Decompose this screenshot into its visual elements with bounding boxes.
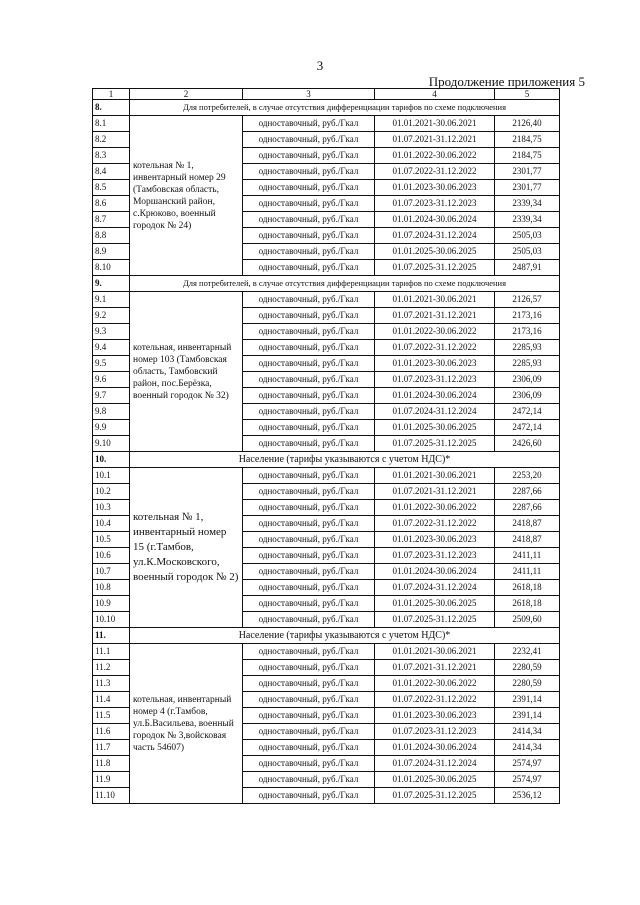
tariff-type: одноставочный, руб./Гкал: [243, 516, 375, 532]
tariff-value: 2306,09: [495, 388, 560, 404]
tariff-period: 01.01.2021-30.06.2021: [375, 292, 495, 308]
tariff-period: 01.01.2023-30.06.2023: [375, 708, 495, 724]
section-number: 11.: [93, 628, 130, 644]
row-number: 11.6: [93, 724, 130, 740]
tariff-type: одноставочный, руб./Гкал: [243, 180, 375, 196]
tariff-type: одноставочный, руб./Гкал: [243, 164, 375, 180]
tariff-value: 2391,14: [495, 692, 560, 708]
section-number: 8.: [93, 100, 130, 116]
tariff-type: одноставочный, руб./Гкал: [243, 404, 375, 420]
tariff-period: 01.01.2022-30.06.2022: [375, 676, 495, 692]
row-number: 11.9: [93, 772, 130, 788]
row-number: 11.10: [93, 788, 130, 804]
row-number: 11.3: [93, 676, 130, 692]
tariff-value: 2472,14: [495, 404, 560, 420]
tariff-period: 01.07.2021-31.12.2021: [375, 308, 495, 324]
tariff-period: 01.01.2025-30.06.2025: [375, 420, 495, 436]
row-number: 11.8: [93, 756, 130, 772]
tariff-value: 2536,12: [495, 788, 560, 804]
tariff-value: 2391,14: [495, 708, 560, 724]
row-number: 8.10: [93, 260, 130, 276]
row-number: 8.1: [93, 116, 130, 132]
tariff-value: 2285,93: [495, 340, 560, 356]
tariff-type: одноставочный, руб./Гкал: [243, 580, 375, 596]
section-title: Население (тарифы указываются с учетом НДС)*: [130, 628, 560, 644]
boiler-house-description: котельная № 1, инвентарный номер 29 (Тамбовская область, Моршанский район, с.Крюково, военный городок № 24): [130, 116, 243, 276]
tariff-period: 01.07.2022-31.12.2022: [375, 164, 495, 180]
tariff-period: 01.07.2024-31.12.2024: [375, 228, 495, 244]
header-col-4: 4: [375, 89, 495, 100]
tariff-type: одноставочный, руб./Гкал: [243, 660, 375, 676]
tariff-type: одноставочный, руб./Гкал: [243, 548, 375, 564]
row-number: 8.2: [93, 132, 130, 148]
tariff-type: одноставочный, руб./Гкал: [243, 372, 375, 388]
tariff-type: одноставочный, руб./Гкал: [243, 212, 375, 228]
row-number: 9.1: [93, 292, 130, 308]
tariff-value: 2173,16: [495, 324, 560, 340]
tariff-value: 2280,59: [495, 676, 560, 692]
tariff-type: одноставочный, руб./Гкал: [243, 148, 375, 164]
section-title: Население (тарифы указываются с учетом НДС)*: [130, 452, 560, 468]
tariff-period: 01.01.2023-30.06.2023: [375, 356, 495, 372]
tariff-period: 01.01.2025-30.06.2025: [375, 596, 495, 612]
tariff-period: 01.01.2022-30.06.2022: [375, 148, 495, 164]
boiler-house-description: котельная, инвентарный номер 103 (Тамбовская область, Тамбовский район, пос.Берёзка, военный городок № 32): [130, 292, 243, 452]
tariff-type: одноставочный, руб./Гкал: [243, 340, 375, 356]
tariff-value: 2472,14: [495, 420, 560, 436]
tariff-table: [92, 88, 560, 804]
table-row: [93, 116, 560, 132]
tariff-period: 01.01.2025-30.06.2025: [375, 244, 495, 260]
tariff-type: одноставочный, руб./Гкал: [243, 708, 375, 724]
tariff-type: одноставочный, руб./Гкал: [243, 324, 375, 340]
tariff-period: 01.07.2023-31.12.2023: [375, 724, 495, 740]
tariff-type: одноставочный, руб./Гкал: [243, 644, 375, 660]
row-number: 8.4: [93, 164, 130, 180]
tariff-period: 01.01.2022-30.06.2022: [375, 324, 495, 340]
tariff-value: 2285,93: [495, 356, 560, 372]
tariff-value: 2414,34: [495, 724, 560, 740]
row-number: 11.4: [93, 692, 130, 708]
tariff-period: 01.07.2022-31.12.2022: [375, 340, 495, 356]
tariff-value: 2505,03: [495, 228, 560, 244]
tariff-period: 01.07.2021-31.12.2021: [375, 484, 495, 500]
tariff-value: 2487,91: [495, 260, 560, 276]
section-header-row: [93, 452, 560, 468]
tariff-value: 2173,16: [495, 308, 560, 324]
tariff-period: 01.01.2024-30.06.2024: [375, 212, 495, 228]
tariff-type: одноставочный, руб./Гкал: [243, 564, 375, 580]
tariff-value: 2505,03: [495, 244, 560, 260]
section-title: Для потребителей, в случае отсутствия дифференциации тарифов по схеме подключения: [130, 100, 560, 116]
tariff-period: 01.07.2024-31.12.2024: [375, 404, 495, 420]
tariff-value: 2126,40: [495, 116, 560, 132]
row-number: 9.5: [93, 356, 130, 372]
row-number: 11.5: [93, 708, 130, 724]
continuation-label: Продолжение приложения 5: [428, 74, 585, 89]
row-number: 8.9: [93, 244, 130, 260]
tariff-period: 01.01.2024-30.06.2024: [375, 740, 495, 756]
tariff-type: одноставочный, руб./Гкал: [243, 756, 375, 772]
tariff-type: одноставочный, руб./Гкал: [243, 244, 375, 260]
row-number: 10.2: [93, 484, 130, 500]
row-number: 9.3: [93, 324, 130, 340]
row-number: 10.7: [93, 564, 130, 580]
tariff-type: одноставочный, руб./Гкал: [243, 436, 375, 452]
header-col-3: 3: [243, 89, 375, 100]
tariff-value: 2411,11: [495, 548, 560, 564]
row-number: 10.6: [93, 548, 130, 564]
section-header-row: [93, 628, 560, 644]
tariff-value: 2418,87: [495, 532, 560, 548]
header-row: [93, 89, 560, 100]
tariff-table-body: [93, 100, 560, 804]
tariff-type: одноставочный, руб./Гкал: [243, 612, 375, 628]
tariff-value: 2411,11: [495, 564, 560, 580]
header-col-1: 1: [93, 89, 130, 100]
tariff-value: 2232,41: [495, 644, 560, 660]
tariff-type: одноставочный, руб./Гкал: [243, 420, 375, 436]
tariff-value: 2618,18: [495, 596, 560, 612]
tariff-type: одноставочный, руб./Гкал: [243, 484, 375, 500]
tariff-type: одноставочный, руб./Гкал: [243, 116, 375, 132]
row-number: 9.7: [93, 388, 130, 404]
header-col-5: 5: [495, 89, 560, 100]
row-number: 9.6: [93, 372, 130, 388]
tariff-value: 2339,34: [495, 196, 560, 212]
tariff-value: 2509,60: [495, 612, 560, 628]
row-number: 11.1: [93, 644, 130, 660]
tariff-period: 01.07.2024-31.12.2024: [375, 756, 495, 772]
table-row: [93, 292, 560, 308]
tariff-value: 2306,09: [495, 372, 560, 388]
tariff-period: 01.01.2025-30.06.2025: [375, 772, 495, 788]
table-row: [93, 468, 560, 484]
row-number: 10.10: [93, 612, 130, 628]
row-number: 11.7: [93, 740, 130, 756]
row-number: 11.2: [93, 660, 130, 676]
tariff-type: одноставочный, руб./Гкал: [243, 532, 375, 548]
tariff-period: 01.01.2021-30.06.2021: [375, 644, 495, 660]
tariff-period: 01.01.2021-30.06.2021: [375, 468, 495, 484]
row-number: 8.5: [93, 180, 130, 196]
tariff-period: 01.07.2024-31.12.2024: [375, 580, 495, 596]
row-number: 9.9: [93, 420, 130, 436]
boiler-house-description: котельная, инвентарный номер 4 (г.Тамбов, ул.Б.Васильева, военный городок № 3,войсковая часть 54607): [130, 644, 243, 804]
tariff-type: одноставочный, руб./Гкал: [243, 740, 375, 756]
tariff-type: одноставочный, руб./Гкал: [243, 500, 375, 516]
table-row: [93, 644, 560, 660]
tariff-period: 01.07.2022-31.12.2022: [375, 692, 495, 708]
tariff-value: 2418,87: [495, 516, 560, 532]
tariff-value: 2184,75: [495, 148, 560, 164]
tariff-type: одноставочный, руб./Гкал: [243, 692, 375, 708]
tariff-type: одноставочный, руб./Гкал: [243, 676, 375, 692]
tariff-period: 01.07.2025-31.12.2025: [375, 788, 495, 804]
tariff-period: 01.07.2023-31.12.2023: [375, 196, 495, 212]
tariff-period: 01.07.2022-31.12.2022: [375, 516, 495, 532]
tariff-type: одноставочный, руб./Гкал: [243, 468, 375, 484]
tariff-type: одноставочный, руб./Гкал: [243, 132, 375, 148]
tariff-value: 2574,97: [495, 772, 560, 788]
row-number: 9.2: [93, 308, 130, 324]
tariff-type: одноставочный, руб./Гкал: [243, 772, 375, 788]
header-col-2: 2: [130, 89, 243, 100]
tariff-type: одноставочный, руб./Гкал: [243, 788, 375, 804]
tariff-type: одноставочный, руб./Гкал: [243, 228, 375, 244]
tariff-value: 2301,77: [495, 180, 560, 196]
section-number: 9.: [93, 276, 130, 292]
row-number: 10.4: [93, 516, 130, 532]
tariff-period: 01.01.2021-30.06.2021: [375, 116, 495, 132]
row-number: 8.6: [93, 196, 130, 212]
page-number: 3: [316, 58, 324, 73]
tariff-period: 01.01.2023-30.06.2023: [375, 180, 495, 196]
section-header-row: [93, 100, 560, 116]
row-number: 10.8: [93, 580, 130, 596]
row-number: 9.4: [93, 340, 130, 356]
section-title: Для потребителей, в случае отсутствия дифференциации тарифов по схеме подключения: [130, 276, 560, 292]
tariff-period: 01.07.2025-31.12.2025: [375, 436, 495, 452]
tariff-value: 2253,20: [495, 468, 560, 484]
row-number: 8.7: [93, 212, 130, 228]
tariff-value: 2287,66: [495, 484, 560, 500]
tariff-period: 01.01.2024-30.06.2024: [375, 388, 495, 404]
section-number: 10.: [93, 452, 130, 468]
tariff-period: 01.01.2023-30.06.2023: [375, 532, 495, 548]
row-number: 9.8: [93, 404, 130, 420]
tariff-period: 01.07.2021-31.12.2021: [375, 132, 495, 148]
tariff-value: 2184,75: [495, 132, 560, 148]
tariff-type: одноставочный, руб./Гкал: [243, 260, 375, 276]
tariff-value: 2287,66: [495, 500, 560, 516]
tariff-value: 2301,77: [495, 164, 560, 180]
tariff-type: одноставочный, руб./Гкал: [243, 596, 375, 612]
row-number: 10.5: [93, 532, 130, 548]
tariff-type: одноставочный, руб./Гкал: [243, 196, 375, 212]
tariff-value: 2414,34: [495, 740, 560, 756]
tariff-value: 2574,97: [495, 756, 560, 772]
row-number: 8.3: [93, 148, 130, 164]
tariff-period: 01.01.2024-30.06.2024: [375, 564, 495, 580]
tariff-period: 01.07.2025-31.12.2025: [375, 260, 495, 276]
row-number: 10.1: [93, 468, 130, 484]
tariff-value: 2126,57: [495, 292, 560, 308]
tariff-value: 2339,34: [495, 212, 560, 228]
tariff-value: 2426,60: [495, 436, 560, 452]
tariff-period: 01.07.2023-31.12.2023: [375, 372, 495, 388]
tariff-type: одноставочный, руб./Гкал: [243, 292, 375, 308]
tariff-period: 01.01.2022-30.06.2022: [375, 500, 495, 516]
row-number: 8.8: [93, 228, 130, 244]
row-number: 9.10: [93, 436, 130, 452]
tariff-type: одноставочный, руб./Гкал: [243, 356, 375, 372]
section-header-row: [93, 276, 560, 292]
tariff-value: 2280,59: [495, 660, 560, 676]
row-number: 10.3: [93, 500, 130, 516]
tariff-type: одноставочный, руб./Гкал: [243, 308, 375, 324]
boiler-house-description: котельная № 1, инвентарный номер 15 (г.Тамбов, ул.К.Московского, военный городок № 2): [130, 468, 243, 628]
tariff-value: 2618,18: [495, 580, 560, 596]
row-number: 10.9: [93, 596, 130, 612]
tariff-period: 01.07.2023-31.12.2023: [375, 548, 495, 564]
tariff-type: одноставочный, руб./Гкал: [243, 388, 375, 404]
tariff-period: 01.07.2021-31.12.2021: [375, 660, 495, 676]
tariff-type: одноставочный, руб./Гкал: [243, 724, 375, 740]
tariff-period: 01.07.2025-31.12.2025: [375, 612, 495, 628]
